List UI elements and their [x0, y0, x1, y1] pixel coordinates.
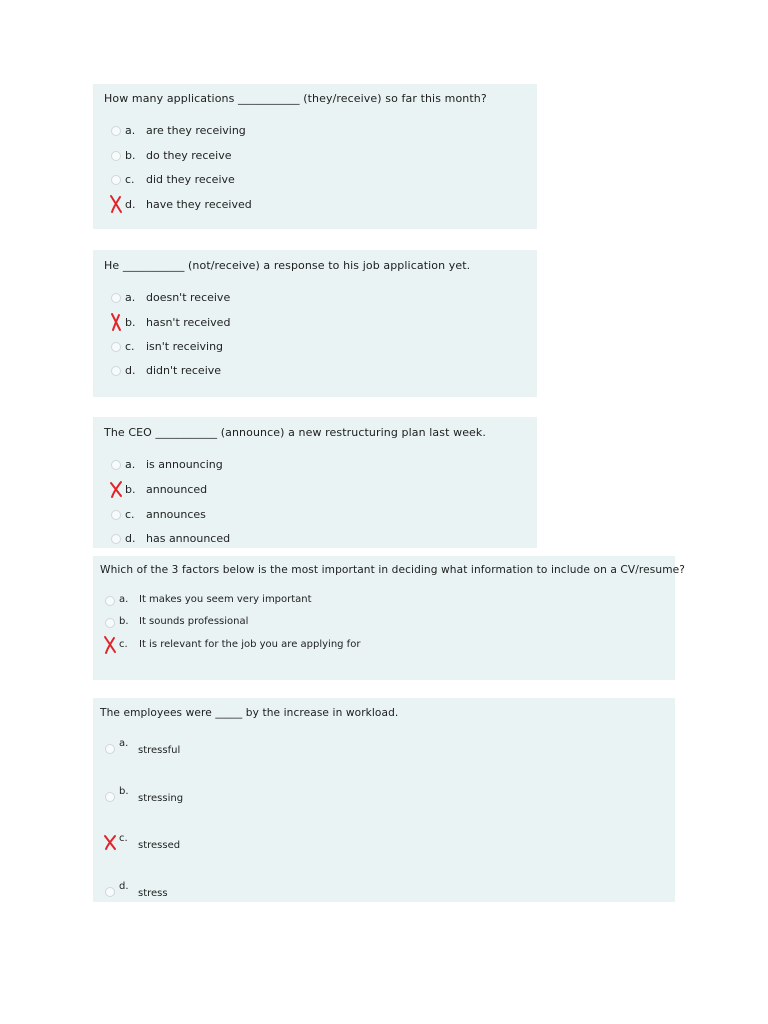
radio-icon[interactable] [111, 151, 121, 161]
question-card-3 [93, 417, 537, 548]
radio-icon[interactable] [111, 293, 121, 303]
option-letter: b. [125, 316, 136, 329]
option-letter: c. [125, 508, 135, 521]
option-text: announced [146, 483, 208, 496]
option-text: are they receiving [146, 124, 246, 137]
option-letter: b. [119, 786, 129, 797]
option-text: announces [146, 508, 206, 521]
red-x-mark-icon [103, 833, 117, 853]
option-text: didn't receive [146, 364, 222, 377]
radio-icon[interactable] [105, 744, 115, 754]
question-text: He ___________ (not/receive) a response to his job application yet. [104, 259, 471, 272]
radio-icon[interactable] [111, 366, 121, 376]
option-letter: b. [125, 483, 136, 496]
option-letter: d. [125, 532, 136, 545]
option-text: doesn't receive [146, 291, 231, 304]
radio-icon[interactable] [111, 460, 121, 470]
option-text: has announced [146, 532, 231, 545]
red-x-mark-icon [109, 479, 123, 499]
red-x-mark-icon [109, 312, 123, 332]
option-letter: d. [125, 364, 136, 377]
option-text: do they receive [146, 149, 232, 162]
question-text: How many applications ___________ (they/receive) so far this month? [104, 92, 487, 105]
option-letter: d. [125, 198, 136, 211]
radio-icon[interactable] [105, 887, 115, 897]
question-card-2 [93, 250, 537, 397]
option-letter: a. [119, 738, 129, 749]
question-card-4 [93, 556, 685, 680]
question-text: The CEO ___________ (announce) a new restructuring plan last week. [104, 426, 486, 439]
red-x-mark-icon [103, 635, 117, 655]
option-letter: a. [119, 594, 129, 605]
option-text: is announcing [146, 458, 223, 471]
option-letter: a. [125, 458, 136, 471]
option-letter: c. [125, 173, 135, 186]
question-text: The employees were _____ by the increase in workload. [100, 707, 399, 719]
option-text: stress [138, 888, 168, 899]
option-text: stressed [138, 840, 181, 851]
question-text: Which of the 3 factors below is the most important in deciding what information to include on a CV/resume? [100, 564, 685, 576]
radio-icon[interactable] [111, 126, 121, 136]
option-letter: b. [125, 149, 136, 162]
option-letter: a. [125, 124, 136, 137]
option-text: have they received [146, 198, 252, 211]
option-text: stressful [138, 745, 181, 756]
option-letter: c. [125, 340, 135, 353]
option-text: It is relevant for the job you are applying for [139, 639, 361, 650]
radio-icon[interactable] [105, 618, 115, 628]
option-text: hasn't received [146, 316, 231, 329]
option-letter: b. [119, 616, 129, 627]
radio-icon[interactable] [111, 510, 121, 520]
radio-icon[interactable] [111, 342, 121, 352]
option-text: It makes you seem very important [139, 594, 312, 605]
option-text: stressing [138, 793, 184, 804]
radio-icon[interactable] [111, 534, 121, 544]
radio-icon[interactable] [105, 792, 115, 802]
question-card-5 [93, 698, 675, 902]
question-card-1 [93, 84, 537, 229]
option-letter: d. [119, 881, 129, 892]
option-text: It sounds professional [139, 616, 249, 627]
radio-icon[interactable] [105, 596, 115, 606]
radio-icon[interactable] [111, 175, 121, 185]
option-text: did they receive [146, 173, 235, 186]
option-text: isn't receiving [146, 340, 224, 353]
option-letter: a. [125, 291, 136, 304]
option-letter: c. [119, 639, 128, 650]
option-letter: c. [119, 833, 128, 844]
red-x-mark-icon [109, 194, 123, 214]
